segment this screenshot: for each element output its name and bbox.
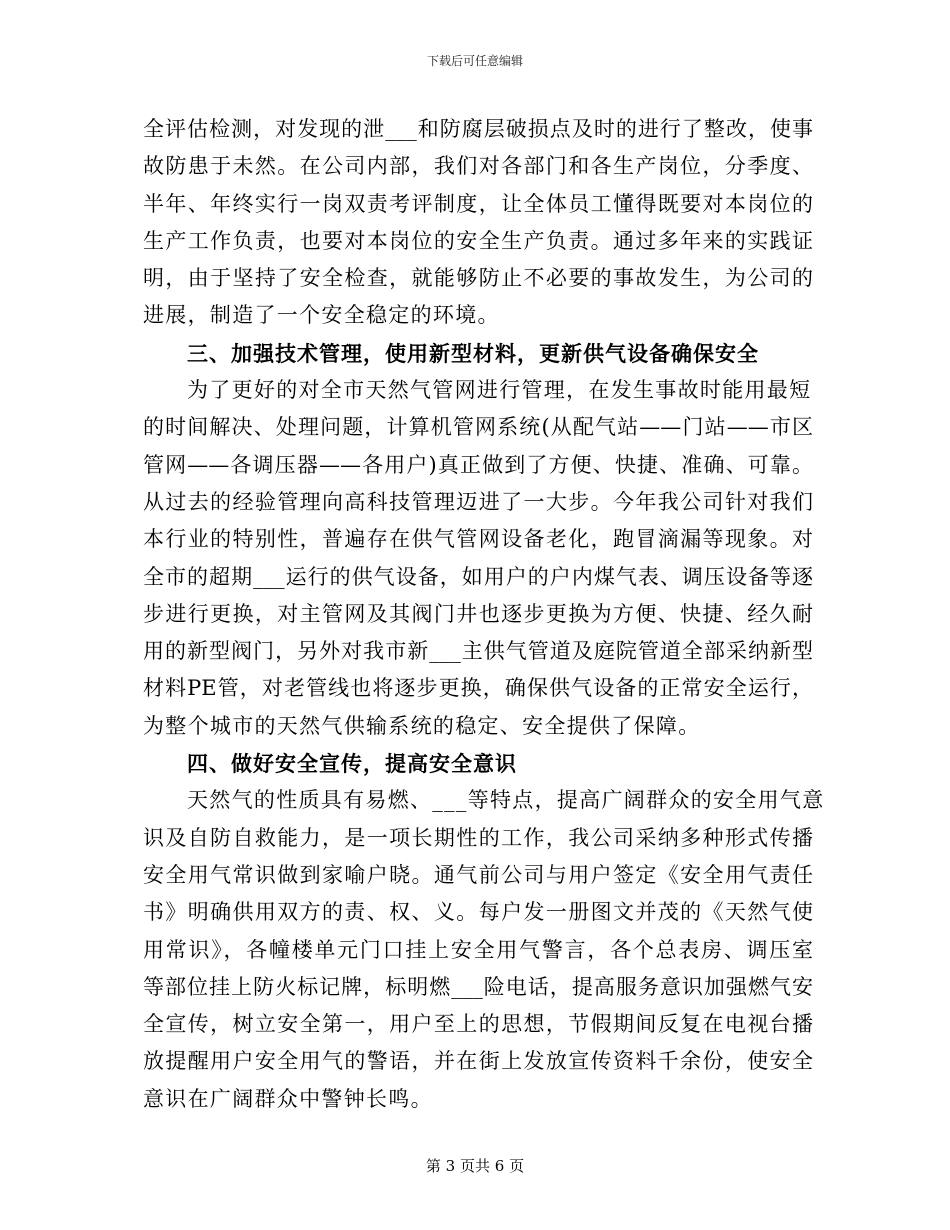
body-line: 为了更好的对全市天然气管网进行管理，在发生事故时能用最短	[187, 378, 812, 403]
body-line: 用常识》，各幢楼单元门口挂上安全用气警言，各个总表房、调压室	[143, 937, 813, 962]
page-footer: 第 3 页共 6 页	[425, 1157, 525, 1175]
body-line: 故防患于未然。在公司内部，我们对各部门和各生产岗位，分季度、	[143, 154, 813, 179]
section-heading: 三、加强技术管理，使用新型材料，更新供气设备确保安全	[187, 340, 759, 366]
body-line: 全评估检测，对发现的泄___和防腐层破损点及时的进行了整改，使事	[143, 117, 813, 141]
body-line: 意识在广阔群众中警钟长鸣。	[143, 1086, 433, 1111]
body-line: 材料PE管，对老管线也将逐步更换，确保供气设备的正常安全运行，	[143, 676, 813, 701]
body-line: 半年、年终实行一岗双责考评制度，让全体员工懂得既要对本岗位的	[143, 191, 813, 216]
body-line: 书》明确供用双方的责、权、义。每户发一册图文并茂的《天然气使	[143, 900, 813, 925]
body-line: 天然气的性质具有易燃、___等特点，提高广阔群众的安全用气意	[187, 788, 825, 813]
body-line: 放提醒用户安全用气的警语，并在街上发放宣传资料千余份，使安全	[143, 1049, 813, 1074]
body-line: 安全用气常识做到家喻户晓。通气前公司与用户签定《安全用气责任	[143, 862, 813, 887]
body-line: 用的新型阀门，另外对我市新___主供气管道及庭院管道全部采纳新型	[143, 639, 813, 664]
body-line: 识及自防自救能力，是一项长期性的工作，我公司采纳多种形式传播	[143, 825, 813, 850]
body-line: 全宣传，树立安全第一，用户至上的思想，节假期间反复在电视台播	[143, 1012, 813, 1037]
document-body	[143, 111, 825, 1118]
body-line: 明，由于坚持了安全检查，就能够防止不必要的事故发生，为公司的	[143, 266, 813, 291]
body-line: 本行业的特别性，普遍存在供气管网设备老化，跑冒滴漏等现象。对	[143, 527, 813, 552]
body-line: 生产工作负责，也要对本岗位的安全生产负责。通过多年来的实践证	[143, 228, 813, 253]
body-line: 的时间解决、处理问题，计算机管网系统(从配气站——门站——市区	[143, 415, 813, 440]
body-line: 等部位挂上防火标记牌，标明燃___险电话，提高服务意识加强燃气安	[143, 974, 813, 999]
body-line: 为整个城市的天然气供输系统的稳定、安全提供了保障。	[143, 713, 701, 738]
body-line: 全市的超期___运行的供气设备，如用户的户内煤气表、调压设备等逐	[143, 564, 813, 589]
body-line: 步进行更换，对主管网及其阀门井也逐步更换为方便、快捷、经久耐	[143, 601, 813, 626]
page-header: 下载后可任意编辑	[426, 54, 523, 68]
body-line: 进展，制造了一个安全稳定的环境。	[143, 303, 500, 328]
body-line: 管网——各调压器——各用户)真正做到了方便、快捷、准确、可靠。	[143, 452, 813, 477]
body-line: 从过去的经验管理向高科技管理迈进了一大步。今年我公司针对我们	[143, 489, 813, 514]
section-heading: 四、做好安全宣传，提高安全意识	[187, 751, 517, 777]
